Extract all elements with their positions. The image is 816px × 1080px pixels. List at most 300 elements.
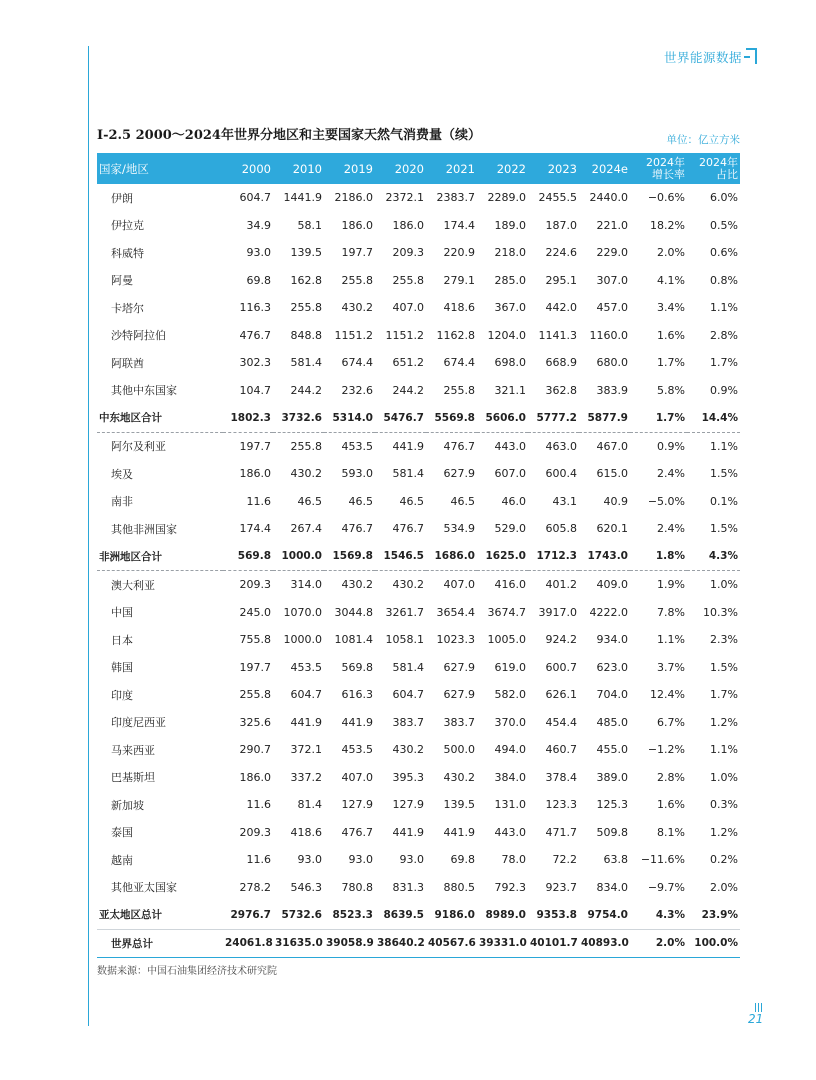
table-row [97,764,740,792]
table-cell: 232.6 [341,383,373,397]
table-cell: 441.9 [392,825,424,839]
table-cell: 174.4 [443,218,475,232]
table-row [97,874,740,902]
table-cell: 3654.4 [436,605,475,619]
table-cell: 285.0 [494,273,526,287]
row-label: 其他亚太国家 [111,881,177,895]
table-cell: 1162.8 [436,328,475,342]
table-cell: 509.8 [596,825,628,839]
table-cell: 321.1 [494,383,526,397]
table-cell: 1686.0 [426,543,477,571]
table-row [97,791,740,819]
table-cell: 302.3 [239,356,271,370]
column-header: 2010 [273,153,324,184]
row-label: 阿尔及利亚 [111,440,166,454]
table-cell: 11.6 [246,798,271,812]
table-cell: 934.0 [596,633,628,647]
row-label: 印度 [111,688,133,702]
table-cell: 11.6 [246,494,271,508]
table-cell: 1.5% [710,522,738,536]
table-cell: 174.4 [239,522,271,536]
table-cell: 834.0 [596,880,628,894]
table-cell: 607.0 [494,467,526,481]
table-cell: 6.0% [710,191,738,205]
table-cell: 442.0 [545,301,577,315]
table-cell: 337.2 [290,770,322,784]
section-label: 世界能源数据 [663,50,742,65]
table-body [97,184,740,958]
table-cell: 224.6 [545,246,577,260]
table-cell: 1.6% [657,328,685,342]
table-row [97,846,740,874]
row-label: 韩国 [111,661,133,675]
table-cell: 6.7% [657,715,685,729]
table-row [97,929,740,958]
table-cell: 5877.9 [579,404,630,432]
table-cell: 197.7 [341,246,373,260]
table-cell: 78.0 [501,853,526,867]
table-cell: 0.9% [657,439,685,453]
unit-label: 单位：亿立方米 [666,134,740,146]
table-cell: 1.0% [710,770,738,784]
table-cell: −1.2% [647,743,685,757]
table-cell: 0.2% [710,853,738,867]
column-header: 2000 [223,153,273,184]
table-row [97,543,740,571]
table-cell: 582.0 [494,688,526,702]
table-cell: 1625.0 [477,543,528,571]
table-cell: 430.2 [290,467,322,481]
table-cell: 81.4 [297,798,322,812]
table-cell: 407.0 [392,301,424,315]
table-cell: 229.0 [596,246,628,260]
table-cell: 534.9 [443,522,475,536]
table-cell: 1.0% [710,578,738,592]
table-cell: 11.6 [246,853,271,867]
table-cell: 127.9 [341,798,373,812]
table-cell: 569.8 [341,660,373,674]
table-row [97,460,740,488]
row-label: 科威特 [111,246,144,260]
table-cell: 1160.0 [589,328,628,342]
table-cell: 1000.0 [273,543,324,571]
table-cell: 471.7 [545,825,577,839]
table-cell: 604.7 [290,688,322,702]
table-cell: 1.8% [630,543,687,571]
table-cell: 1.1% [710,743,738,757]
table-cell: 186.0 [392,218,424,232]
table-cell: 127.9 [392,798,424,812]
table-cell: 187.0 [545,218,577,232]
table-row [97,571,740,599]
row-label: 非洲地区合计 [97,543,223,571]
table-cell: 8989.0 [477,901,528,929]
left-margin-rule [88,46,89,1026]
row-label: 世界总计 [97,929,223,958]
table-cell: 384.0 [494,770,526,784]
table-cell: 1.9% [657,578,685,592]
table-cell: 441.9 [341,715,373,729]
table-cell: 389.0 [596,770,628,784]
table-cell: 454.4 [545,715,577,729]
table-cell: 383.7 [392,715,424,729]
table-cell: 476.7 [239,328,271,342]
row-label: 阿曼 [111,274,133,288]
table-cell: −5.0% [647,494,685,508]
table-cell: 2.4% [657,522,685,536]
table-cell: 4.1% [657,273,685,287]
column-header: 2020 [375,153,426,184]
table-cell: 0.9% [710,383,738,397]
table-row [97,239,740,267]
table-cell: 5476.7 [375,404,426,432]
table-cell: 2440.0 [589,191,628,205]
table-cell: 1546.5 [375,543,426,571]
row-label: 巴基斯坦 [111,771,155,785]
table-row [97,212,740,240]
row-label: 澳大利亚 [111,578,155,592]
table-cell: 7.8% [657,605,685,619]
table-cell: 0.8% [710,273,738,287]
table-cell: 604.7 [392,688,424,702]
table-cell: 255.8 [443,383,475,397]
table-cell: 43.1 [552,494,577,508]
table-cell: 8639.5 [375,901,426,929]
table-cell: 3674.7 [487,605,526,619]
table-cell: 3.4% [657,301,685,315]
table-row [97,184,740,212]
table-cell: 131.0 [494,798,526,812]
table-cell: 623.0 [596,660,628,674]
table-cell: 46.5 [348,494,373,508]
table-cell: 186.0 [239,770,271,784]
table-cell: 831.3 [392,880,424,894]
table-cell: 401.2 [545,578,577,592]
table-row [97,515,740,543]
table-cell: 680.0 [596,356,628,370]
folio-bars-icon [755,1003,762,1012]
table-cell: 443.0 [494,439,526,453]
table-cell: 123.3 [545,798,577,812]
column-header: 2021 [426,153,477,184]
table-row [97,267,740,295]
table-cell: 40893.0 [579,929,630,958]
table-cell: 476.7 [392,522,424,536]
table-cell: 0.1% [710,494,738,508]
source-note: 数据来源：中国石油集团经济技术研究院 [97,966,277,977]
table-cell: 2.0% [710,880,738,894]
table-cell: 2186.0 [334,191,373,205]
table-cell: 1.1% [657,633,685,647]
table-cell: 620.1 [596,522,628,536]
table-cell: 668.9 [545,356,577,370]
table-cell: 430.2 [341,578,373,592]
table-cell: 116.3 [239,301,271,315]
table-cell: 93.0 [297,853,322,867]
table-cell: 1569.8 [324,543,375,571]
table-cell: 441.9 [443,825,475,839]
table-cell: −11.6% [640,853,685,867]
table-cell: 218.0 [494,246,526,260]
table-row [97,626,740,654]
table-cell: 307.0 [596,273,628,287]
table-cell: 1081.4 [334,633,373,647]
table-cell: 2.0% [657,246,685,260]
table-row [97,322,740,350]
table-cell: 615.0 [596,467,628,481]
table-cell: 457.0 [596,301,628,315]
table-cell: 383.7 [443,715,475,729]
table-cell: 40567.6 [426,929,477,958]
table-cell: 5777.2 [528,404,579,432]
table-cell: 1.6% [657,798,685,812]
table-cell: 430.2 [392,578,424,592]
table-cell: 430.2 [341,301,373,315]
table-cell: 453.5 [341,743,373,757]
table-cell: 72.2 [552,853,577,867]
table-cell: 600.7 [545,660,577,674]
table-cell: 5606.0 [477,404,528,432]
table-cell: 453.5 [290,660,322,674]
table-cell: 221.0 [596,218,628,232]
table-cell: 69.8 [246,273,271,287]
table-cell: 4.3% [630,901,687,929]
table-cell: 1000.0 [283,633,322,647]
row-label: 泰国 [111,826,133,840]
row-label: 印度尼西亚 [111,716,166,730]
table-cell: 2976.7 [223,901,273,929]
table-cell: 1070.0 [283,605,322,619]
table-cell: 407.0 [443,578,475,592]
table-cell: 1.7% [657,356,685,370]
table-cell: 476.7 [341,522,373,536]
table-cell: 0.6% [710,246,738,260]
table-cell: −9.7% [647,880,685,894]
row-label: 沙特阿拉伯 [111,329,166,343]
table-cell: 40101.7 [528,929,579,958]
table-cell: 3044.8 [334,605,373,619]
page-number: 21 [748,1012,764,1026]
table-cell: 2372.1 [385,191,424,205]
table-row [97,901,740,929]
table-cell: 1005.0 [487,633,526,647]
table-cell: 46.5 [450,494,475,508]
table-cell: 39331.0 [477,929,528,958]
row-label: 伊朗 [111,191,133,205]
column-header: 2023 [528,153,579,184]
table-row [97,294,740,322]
table-cell: 63.8 [603,853,628,867]
table-cell: 476.7 [443,439,475,453]
table-cell: 581.4 [392,467,424,481]
row-label: 其他非洲国家 [111,522,177,536]
table-cell: 455.0 [596,743,628,757]
table-cell: 880.5 [443,880,475,894]
table-cell: 848.8 [290,328,322,342]
table-cell: 494.0 [494,743,526,757]
table-cell: 780.8 [341,880,373,894]
table-cell: 1.7% [630,404,687,432]
table-cell: 441.9 [290,715,322,729]
table-cell: 453.5 [341,439,373,453]
table-cell: 2.3% [710,633,738,647]
table-cell: 209.3 [392,246,424,260]
table-cell: 9186.0 [426,901,477,929]
table-cell: 46.5 [297,494,322,508]
table-cell: 1058.1 [385,633,424,647]
table-cell: 2.4% [657,467,685,481]
table-cell: 186.0 [341,218,373,232]
table-cell: 581.4 [290,356,322,370]
row-label: 其他中东国家 [111,384,177,398]
table-cell: 46.0 [501,494,526,508]
table-cell: 9353.8 [528,901,579,929]
table-cell: 1151.2 [334,328,373,342]
table-cell: 443.0 [494,825,526,839]
table-cell: 58.1 [297,218,322,232]
table-cell: 0.5% [710,218,738,232]
table-cell: 4.3% [687,543,740,571]
table-cell: 3732.6 [273,404,324,432]
table-cell: 704.0 [596,688,628,702]
table-cell: 619.0 [494,660,526,674]
row-label: 埃及 [111,467,133,481]
table-header-row [97,153,740,184]
table-cell: 467.0 [596,439,628,453]
table-cell: 600.4 [545,467,577,481]
table-cell: 370.0 [494,715,526,729]
table-cell: 1.1% [710,439,738,453]
table-cell: 1.5% [710,660,738,674]
table-row [97,377,740,405]
table-cell: 1151.2 [385,328,424,342]
table-cell: 255.8 [290,301,322,315]
table-cell: 1204.0 [487,328,526,342]
table-cell: 1.1% [710,301,738,315]
row-label: 伊拉克 [111,219,144,233]
table-cell: 93.0 [399,853,424,867]
table-cell: −0.6% [647,191,685,205]
table-cell: 546.3 [290,880,322,894]
table-cell: 189.0 [494,218,526,232]
table-row [97,404,740,432]
table-cell: 1141.3 [538,328,577,342]
table-cell: 10.3% [703,605,738,619]
table-cell: 69.8 [450,853,475,867]
table-cell: 1.2% [710,715,738,729]
table-cell: 418.6 [443,301,475,315]
column-header: 2024年 增长率 [630,153,687,184]
table-cell: 2.0% [630,929,687,958]
column-header: 2022 [477,153,528,184]
column-header: 2024年 占比 [687,153,740,184]
row-label: 阿联酋 [111,356,144,370]
table-cell: 197.7 [239,439,271,453]
table-cell: 651.2 [392,356,424,370]
table-cell: 197.7 [239,660,271,674]
table-cell: 314.0 [290,578,322,592]
table-cell: 5732.6 [273,901,324,929]
table-row [97,349,740,377]
row-label: 中东地区合计 [97,404,223,432]
table-cell: 38640.2 [375,929,426,958]
table-cell: 485.0 [596,715,628,729]
corner-bracket-icon [746,48,757,64]
table-cell: 100.0% [687,929,740,958]
table-cell: 279.1 [443,273,475,287]
row-label: 马来西亚 [111,743,155,757]
table-cell: 2289.0 [487,191,526,205]
table-cell: 409.0 [596,578,628,592]
table-cell: 441.9 [392,439,424,453]
table-cell: 139.5 [443,798,475,812]
table-cell: 325.6 [239,715,271,729]
table-cell: 18.2% [650,218,685,232]
table-cell: 674.4 [341,356,373,370]
table-cell: 244.2 [392,383,424,397]
table-cell: 8.1% [657,825,685,839]
table-cell: 2.8% [710,328,738,342]
row-label: 卡塔尔 [111,301,144,315]
row-label: 日本 [111,633,133,647]
table-row [97,736,740,764]
table-cell: 186.0 [239,467,271,481]
table-cell: 1802.3 [223,404,273,432]
table-cell: 627.9 [443,688,475,702]
table-cell: 209.3 [239,578,271,592]
table-cell: 39058.9 [324,929,375,958]
table-cell: 290.7 [239,743,271,757]
row-label: 亚太地区总计 [97,901,223,929]
table-cell: 244.2 [290,383,322,397]
table-cell: 616.3 [341,688,373,702]
table-cell: 1743.0 [579,543,630,571]
table-cell: 2.8% [657,770,685,784]
table-cell: 278.2 [239,880,271,894]
table-cell: 209.3 [239,825,271,839]
table-cell: 8523.3 [324,901,375,929]
table-cell: 2383.7 [436,191,475,205]
row-label: 新加坡 [111,798,144,812]
table-cell: 139.5 [290,246,322,260]
table-cell: 1023.3 [436,633,475,647]
gas-consumption-table [97,153,740,958]
table-cell: 14.4% [687,404,740,432]
table-cell: 34.9 [246,218,271,232]
table-cell: 500.0 [443,743,475,757]
row-label: 南非 [111,495,133,509]
table-cell: 418.6 [290,825,322,839]
table-cell: 46.5 [399,494,424,508]
table-cell: 93.0 [246,246,271,260]
column-header: 2024e [579,153,630,184]
table-cell: 220.9 [443,246,475,260]
table-cell: 3.7% [657,660,685,674]
table-cell: 460.7 [545,743,577,757]
table-row [97,681,740,709]
table-cell: 1.2% [710,825,738,839]
table-cell: 463.0 [545,439,577,453]
table-cell: 23.9% [687,901,740,929]
table-cell: 529.0 [494,522,526,536]
table-cell: 593.0 [341,467,373,481]
table-cell: 604.7 [239,191,271,205]
table-cell: 1.7% [710,356,738,370]
table-cell: 245.0 [239,605,271,619]
table-cell: 755.8 [239,633,271,647]
column-header: 国家/地区 [97,153,223,184]
table-cell: 476.7 [341,825,373,839]
